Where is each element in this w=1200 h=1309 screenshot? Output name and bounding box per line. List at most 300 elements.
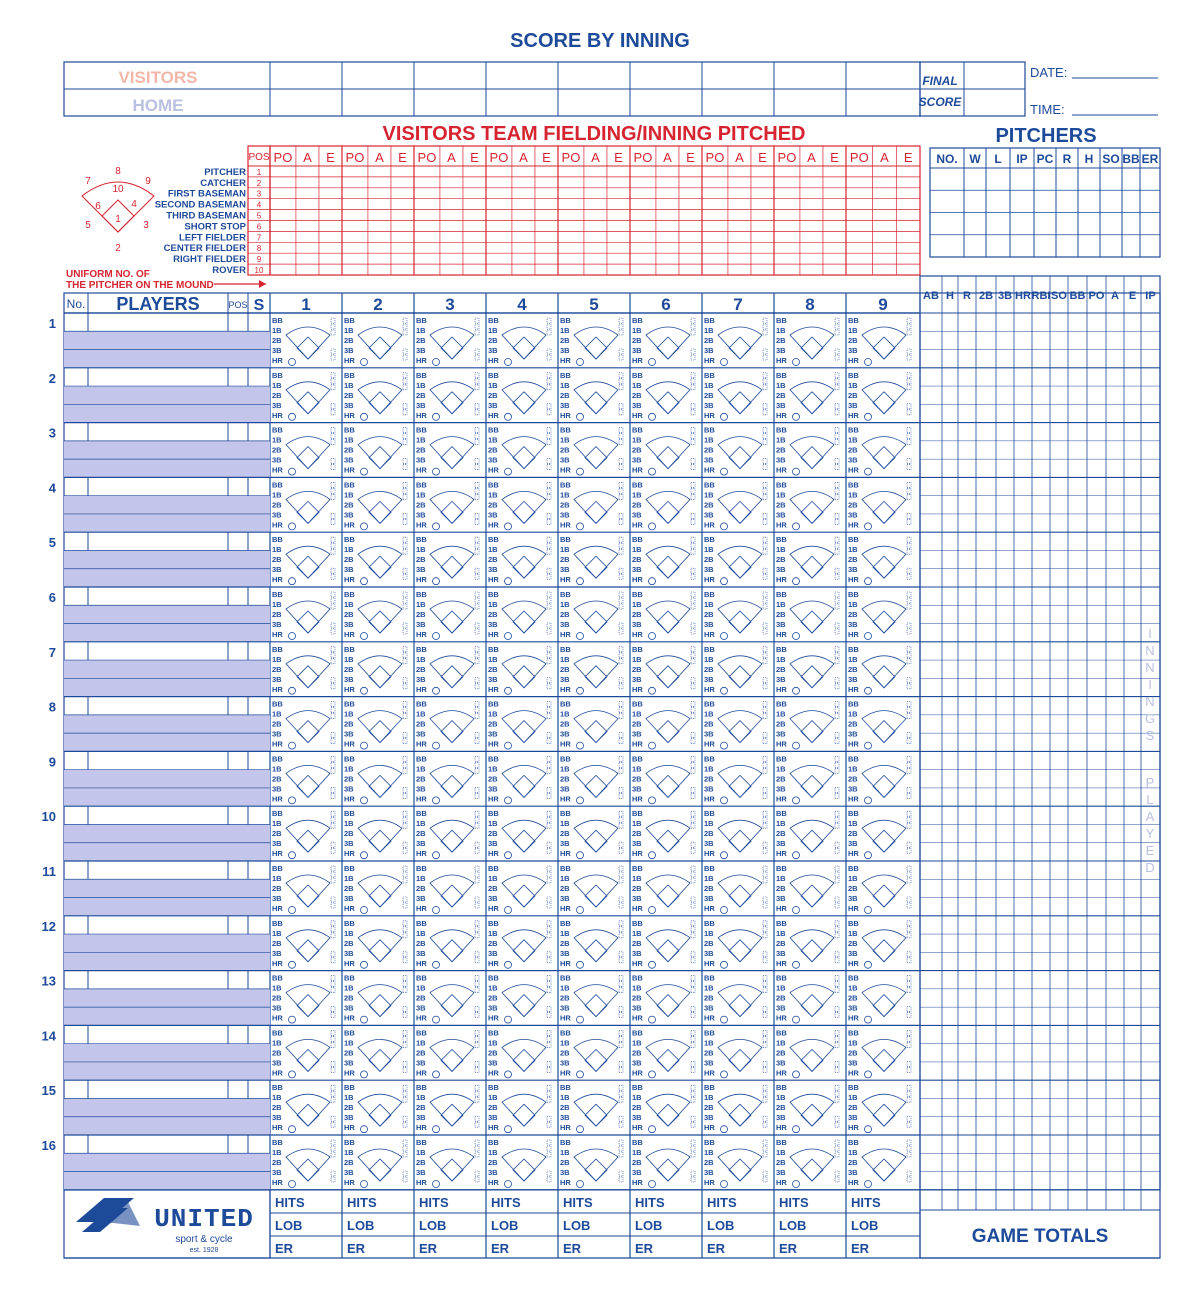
strike-box bbox=[331, 629, 335, 634]
strike-box bbox=[547, 1007, 551, 1012]
hr-circle bbox=[433, 687, 440, 694]
hit-label: 2B bbox=[272, 829, 282, 839]
hr-circle bbox=[361, 797, 368, 804]
at-bat-field bbox=[430, 327, 474, 359]
ball-box bbox=[547, 488, 551, 493]
hit-label: BB bbox=[632, 425, 643, 435]
hit-label: 3B bbox=[488, 1168, 498, 1177]
hit-label: 3B bbox=[848, 510, 858, 520]
at-bat-field bbox=[430, 820, 474, 852]
strike-box bbox=[835, 519, 839, 524]
hr-circle bbox=[361, 687, 368, 694]
hit-label: BB bbox=[344, 316, 355, 325]
ball-box bbox=[331, 714, 335, 719]
hit-label: 2B bbox=[272, 610, 282, 619]
hit-label: 3B bbox=[344, 1113, 354, 1123]
ball-box bbox=[619, 1036, 623, 1041]
ball-box bbox=[763, 1097, 767, 1102]
at-bat-field bbox=[862, 765, 906, 797]
ball-box bbox=[331, 440, 335, 445]
hit-label: 2B bbox=[344, 555, 354, 565]
hit-label: BB bbox=[632, 918, 643, 928]
hit-label: BB bbox=[488, 535, 499, 545]
hit-label: 1B bbox=[344, 874, 354, 883]
strike-box bbox=[547, 842, 551, 847]
hr-circle bbox=[577, 1126, 584, 1133]
hit-label: 1B bbox=[776, 983, 786, 993]
hit-label: HR bbox=[488, 794, 499, 804]
at-bat-diamond bbox=[369, 337, 391, 359]
hit-label: BB bbox=[560, 754, 571, 764]
visitors-label: VISITORS bbox=[118, 68, 198, 87]
hit-label: 2B bbox=[848, 993, 858, 1003]
ball-box bbox=[403, 659, 407, 664]
strike-box bbox=[403, 349, 407, 354]
hr-circle bbox=[289, 468, 296, 475]
ball-box bbox=[619, 488, 623, 493]
at-bat-diamond bbox=[801, 721, 823, 743]
ball-box bbox=[907, 1030, 911, 1035]
hit-label: 1B bbox=[488, 874, 498, 883]
strike-box bbox=[331, 459, 335, 464]
strike-box bbox=[763, 349, 767, 354]
hit-label: 3B bbox=[776, 455, 786, 465]
hit-label: BB bbox=[776, 699, 787, 709]
hit-label: 3B bbox=[560, 948, 570, 958]
at-bat-diamond bbox=[369, 1049, 391, 1071]
ball-box bbox=[475, 866, 479, 871]
hit-label: 2B bbox=[776, 938, 786, 948]
hr-circle bbox=[865, 1181, 872, 1188]
hit-label: HR bbox=[344, 356, 355, 365]
fielding-sub-header: E bbox=[470, 150, 479, 165]
hit-label: 2B bbox=[776, 1048, 786, 1058]
strike-box bbox=[547, 1177, 551, 1182]
ball-box bbox=[835, 659, 839, 664]
hit-label: HR bbox=[344, 630, 355, 639]
footer-label: ER bbox=[707, 1241, 726, 1256]
hit-label: HR bbox=[776, 630, 787, 639]
hit-label: 3B bbox=[632, 948, 642, 958]
ball-box bbox=[475, 604, 479, 609]
strike-box bbox=[691, 519, 695, 524]
strike-box bbox=[835, 958, 839, 963]
hit-label: 2B bbox=[848, 774, 858, 784]
hit-label: 3B bbox=[416, 784, 426, 794]
footer-label: HITS bbox=[419, 1195, 449, 1210]
at-bat-diamond bbox=[801, 995, 823, 1017]
at-bat-diamond bbox=[873, 940, 895, 962]
at-bat-diamond bbox=[441, 830, 463, 852]
fielding-sub-header: E bbox=[398, 150, 407, 165]
hit-label: BB bbox=[272, 1083, 283, 1093]
hit-label: HR bbox=[416, 410, 427, 420]
ball-box bbox=[475, 1030, 479, 1035]
hit-label: HR bbox=[560, 794, 571, 804]
ball-box bbox=[835, 762, 839, 767]
ball-box bbox=[907, 488, 911, 493]
ball-box bbox=[547, 921, 551, 926]
ball-box bbox=[331, 1146, 335, 1151]
innings-played-letter: N bbox=[1145, 694, 1155, 709]
at-bat-field bbox=[502, 601, 546, 633]
hr-circle bbox=[793, 742, 800, 749]
at-bat-field bbox=[574, 1094, 618, 1126]
ball-box bbox=[691, 1152, 695, 1157]
hit-label: HR bbox=[632, 684, 643, 694]
batter-number: 16 bbox=[41, 1138, 56, 1153]
hit-label: 2B bbox=[272, 774, 282, 784]
at-bat-field bbox=[430, 765, 474, 797]
hit-label: 2B bbox=[632, 445, 642, 455]
hit-label: 1B bbox=[776, 764, 786, 774]
ball-box bbox=[763, 379, 767, 384]
hit-label: 2B bbox=[488, 993, 498, 1003]
hr-circle bbox=[289, 797, 296, 804]
hit-label: 3B bbox=[344, 455, 354, 465]
hit-label: 2B bbox=[344, 993, 354, 1003]
ball-box bbox=[331, 762, 335, 767]
hit-label: HR bbox=[416, 794, 427, 804]
hit-label: HR bbox=[632, 849, 643, 859]
hit-label: 2B bbox=[416, 829, 426, 839]
hit-label: BB bbox=[560, 918, 571, 928]
strike-box bbox=[619, 897, 623, 902]
hr-circle bbox=[361, 633, 368, 640]
ball-box bbox=[763, 330, 767, 335]
batter-number: 3 bbox=[48, 425, 56, 441]
strike-box bbox=[331, 1122, 335, 1127]
at-bat-diamond bbox=[801, 611, 823, 633]
hit-label: 1B bbox=[416, 654, 426, 664]
strike-box bbox=[763, 519, 767, 524]
hit-label: 2B bbox=[272, 336, 282, 345]
hit-label: 3B bbox=[344, 674, 354, 684]
at-bat-diamond bbox=[657, 830, 679, 852]
at-bat-diamond bbox=[513, 666, 535, 688]
at-bat-field bbox=[646, 875, 690, 907]
strike-box bbox=[547, 952, 551, 957]
hit-label: 2B bbox=[344, 1048, 354, 1058]
ball-box bbox=[691, 702, 695, 707]
hit-label: 3B bbox=[560, 839, 570, 849]
inning-header: 4 bbox=[517, 295, 527, 314]
hr-circle bbox=[361, 1071, 368, 1078]
at-bat-field bbox=[790, 1039, 834, 1071]
at-bat-diamond bbox=[513, 337, 535, 359]
hit-label: 1B bbox=[488, 764, 498, 774]
position-number: 3 bbox=[256, 189, 262, 199]
hit-label: 2B bbox=[344, 445, 354, 455]
hr-circle bbox=[793, 633, 800, 640]
at-bat-diamond bbox=[873, 337, 895, 359]
pitchers-col-header: NO. bbox=[936, 152, 958, 166]
ball-box bbox=[619, 768, 623, 773]
hit-label: BB bbox=[272, 316, 283, 325]
at-bat-field bbox=[358, 546, 402, 578]
hit-label: 3B bbox=[272, 948, 282, 958]
hit-label: 3B bbox=[776, 674, 786, 684]
hr-circle bbox=[721, 797, 728, 804]
hit-label: BB bbox=[344, 1083, 355, 1093]
ball-box bbox=[907, 982, 911, 987]
strike-box bbox=[619, 787, 623, 792]
diamond-position-number: 7 bbox=[85, 176, 91, 187]
strike-box bbox=[835, 1177, 839, 1182]
ball-box bbox=[547, 866, 551, 871]
strike-box bbox=[619, 568, 623, 573]
hit-label: 1B bbox=[272, 490, 282, 500]
ball-box bbox=[835, 1140, 839, 1145]
strike-box bbox=[691, 349, 695, 354]
hit-label: 2B bbox=[632, 884, 642, 893]
hit-label: 3B bbox=[704, 674, 714, 684]
strike-box bbox=[475, 465, 479, 470]
hit-label: BB bbox=[848, 480, 859, 490]
strike-box bbox=[475, 623, 479, 628]
at-bat-diamond bbox=[657, 1159, 679, 1181]
at-bat-field bbox=[862, 1094, 906, 1126]
ball-box bbox=[619, 330, 623, 335]
hit-label: 1B bbox=[416, 874, 426, 883]
hit-label: BB bbox=[704, 699, 715, 709]
hit-label: 1B bbox=[704, 490, 714, 500]
hit-label: 1B bbox=[560, 380, 570, 390]
hr-circle bbox=[433, 1181, 440, 1188]
hit-label: HR bbox=[848, 904, 859, 913]
hit-label: BB bbox=[776, 425, 787, 435]
hit-label: HR bbox=[344, 849, 355, 859]
ball-box bbox=[907, 1042, 911, 1047]
hr-circle bbox=[361, 852, 368, 859]
hit-label: HR bbox=[416, 1013, 427, 1023]
strike-box bbox=[331, 684, 335, 689]
hit-label: HR bbox=[488, 1123, 499, 1133]
hit-label: 3B bbox=[632, 1058, 642, 1068]
ball-box bbox=[763, 1140, 767, 1145]
strike-box bbox=[619, 1061, 623, 1066]
strike-box bbox=[547, 465, 551, 470]
ball-box bbox=[691, 440, 695, 445]
diamond-position-number: 10 bbox=[112, 184, 124, 195]
strike-box bbox=[691, 1013, 695, 1018]
hit-label: 1B bbox=[344, 326, 354, 335]
at-bat-diamond bbox=[441, 337, 463, 359]
hit-label: 3B bbox=[416, 1058, 426, 1068]
strike-box bbox=[907, 952, 911, 957]
hit-label: BB bbox=[344, 590, 355, 599]
hit-label: BB bbox=[344, 918, 355, 928]
hit-label: 2B bbox=[416, 719, 426, 729]
hit-label: 2B bbox=[344, 884, 354, 893]
hit-label: 2B bbox=[272, 500, 282, 510]
hit-label: 3B bbox=[344, 729, 354, 739]
hit-label: 3B bbox=[272, 400, 282, 410]
footer-label: ER bbox=[347, 1241, 366, 1256]
batter-number: 11 bbox=[42, 864, 56, 879]
ball-box bbox=[547, 714, 551, 719]
strike-box bbox=[763, 513, 767, 518]
ball-box bbox=[907, 592, 911, 597]
ball-box bbox=[691, 768, 695, 773]
hit-label: 2B bbox=[632, 390, 642, 400]
footer-label: ER bbox=[635, 1241, 654, 1256]
strike-box bbox=[763, 1007, 767, 1012]
hit-label: 3B bbox=[848, 1168, 858, 1177]
inning-header: 9 bbox=[878, 295, 888, 314]
strike-box bbox=[475, 848, 479, 853]
pitchers-col-header: H bbox=[1084, 152, 1094, 166]
hit-label: BB bbox=[776, 809, 787, 819]
ball-box bbox=[835, 549, 839, 554]
pitchers-col-header: W bbox=[969, 152, 981, 166]
ball-box bbox=[691, 878, 695, 883]
hit-label: 3B bbox=[560, 674, 570, 684]
hit-label: 2B bbox=[704, 555, 714, 565]
hit-label: BB bbox=[704, 425, 715, 435]
at-bat-field bbox=[358, 1039, 402, 1071]
fielding-sub-header: E bbox=[326, 150, 335, 165]
ball-box bbox=[475, 982, 479, 987]
hr-circle bbox=[577, 578, 584, 585]
hit-label: 1B bbox=[488, 709, 498, 719]
ball-box bbox=[907, 482, 911, 487]
hit-label: 1B bbox=[704, 1038, 714, 1048]
hit-label: BB bbox=[704, 644, 715, 654]
hit-label: 1B bbox=[704, 764, 714, 774]
hr-circle bbox=[289, 523, 296, 530]
hit-label: HR bbox=[632, 794, 643, 804]
hit-label: 3B bbox=[488, 455, 498, 465]
at-bat-diamond bbox=[657, 1104, 679, 1126]
ball-box bbox=[835, 823, 839, 828]
ball-box bbox=[403, 434, 407, 439]
at-bat-field bbox=[430, 437, 474, 469]
at-bat-field bbox=[430, 1149, 474, 1181]
hit-label: HR bbox=[344, 465, 355, 475]
strike-box bbox=[331, 349, 335, 354]
hit-label: 1B bbox=[776, 545, 786, 555]
hit-label: 2B bbox=[560, 884, 570, 893]
hit-label: HR bbox=[776, 1068, 787, 1078]
at-bat-diamond bbox=[801, 556, 823, 578]
at-bat-field bbox=[790, 656, 834, 688]
strike-box bbox=[907, 519, 911, 524]
hr-circle bbox=[865, 1016, 872, 1023]
ball-box bbox=[763, 708, 767, 713]
hit-label: 3B bbox=[704, 455, 714, 465]
strike-box bbox=[907, 1013, 911, 1018]
at-bat-field bbox=[358, 327, 402, 359]
at-bat-field bbox=[574, 820, 618, 852]
ball-box bbox=[763, 762, 767, 767]
hit-label: 1B bbox=[416, 928, 426, 938]
hit-label: 3B bbox=[848, 455, 858, 465]
hit-label: 1B bbox=[272, 600, 282, 609]
at-bat-field bbox=[286, 546, 330, 578]
hit-label: 3B bbox=[560, 620, 570, 629]
pitchers-col-header: PC bbox=[1036, 152, 1054, 166]
hr-circle bbox=[433, 468, 440, 475]
strike-box bbox=[907, 459, 911, 464]
hr-circle bbox=[289, 742, 296, 749]
strike-box bbox=[403, 1122, 407, 1127]
hit-label: HR bbox=[704, 904, 715, 913]
hit-label: 3B bbox=[560, 346, 570, 355]
hit-label: 3B bbox=[416, 729, 426, 739]
hit-label: 1B bbox=[560, 326, 570, 335]
fielding-sub-header: A bbox=[519, 150, 528, 165]
ball-box bbox=[403, 537, 407, 542]
strike-box bbox=[691, 1061, 695, 1066]
strike-box bbox=[763, 404, 767, 409]
hit-label: HR bbox=[632, 575, 643, 585]
strike-box bbox=[475, 1007, 479, 1012]
footer-label: ER bbox=[851, 1241, 870, 1256]
hit-label: 1B bbox=[848, 600, 858, 609]
hit-label: BB bbox=[488, 973, 499, 983]
at-bat-diamond bbox=[657, 501, 679, 523]
strike-box bbox=[475, 1116, 479, 1121]
strike-box bbox=[763, 848, 767, 853]
hit-label: BB bbox=[632, 754, 643, 764]
hit-label: BB bbox=[848, 590, 859, 599]
ball-box bbox=[331, 988, 335, 993]
ball-box bbox=[331, 1091, 335, 1096]
hit-label: 1B bbox=[704, 928, 714, 938]
ball-box bbox=[907, 330, 911, 335]
footer-label: LOB bbox=[707, 1218, 735, 1233]
ball-box bbox=[763, 872, 767, 877]
hit-label: 1B bbox=[632, 874, 642, 883]
hr-circle bbox=[289, 578, 296, 585]
hit-label: 1B bbox=[344, 764, 354, 774]
fielding-sub-header: A bbox=[375, 150, 384, 165]
hr-circle bbox=[865, 1071, 872, 1078]
ball-box bbox=[547, 537, 551, 542]
hr-circle bbox=[433, 1071, 440, 1078]
hit-label: 2B bbox=[632, 829, 642, 839]
ball-box bbox=[547, 878, 551, 883]
hit-label: 3B bbox=[704, 1058, 714, 1068]
ball-box bbox=[763, 976, 767, 981]
strike-box bbox=[835, 1116, 839, 1121]
hit-label: HR bbox=[632, 410, 643, 420]
hit-label: 3B bbox=[776, 839, 786, 849]
strike-box bbox=[835, 513, 839, 518]
ball-box bbox=[403, 976, 407, 981]
hit-label: HR bbox=[848, 465, 859, 475]
strike-box bbox=[331, 1116, 335, 1121]
ball-box bbox=[763, 440, 767, 445]
hit-label: 3B bbox=[416, 510, 426, 520]
ball-box bbox=[907, 976, 911, 981]
hit-label: BB bbox=[560, 480, 571, 490]
ball-box bbox=[475, 434, 479, 439]
hit-label: 1B bbox=[416, 983, 426, 993]
hr-circle bbox=[289, 633, 296, 640]
at-bat-diamond bbox=[369, 830, 391, 852]
hit-label: HR bbox=[776, 958, 787, 968]
hit-label: 2B bbox=[776, 993, 786, 1003]
ball-box bbox=[403, 604, 407, 609]
hit-label: 2B bbox=[848, 884, 858, 893]
at-bat-field bbox=[718, 437, 762, 469]
footer-label: ER bbox=[779, 1241, 798, 1256]
diamond-position-number: 2 bbox=[115, 243, 121, 254]
hit-label: 3B bbox=[344, 565, 354, 575]
hit-label: 2B bbox=[272, 1048, 282, 1058]
